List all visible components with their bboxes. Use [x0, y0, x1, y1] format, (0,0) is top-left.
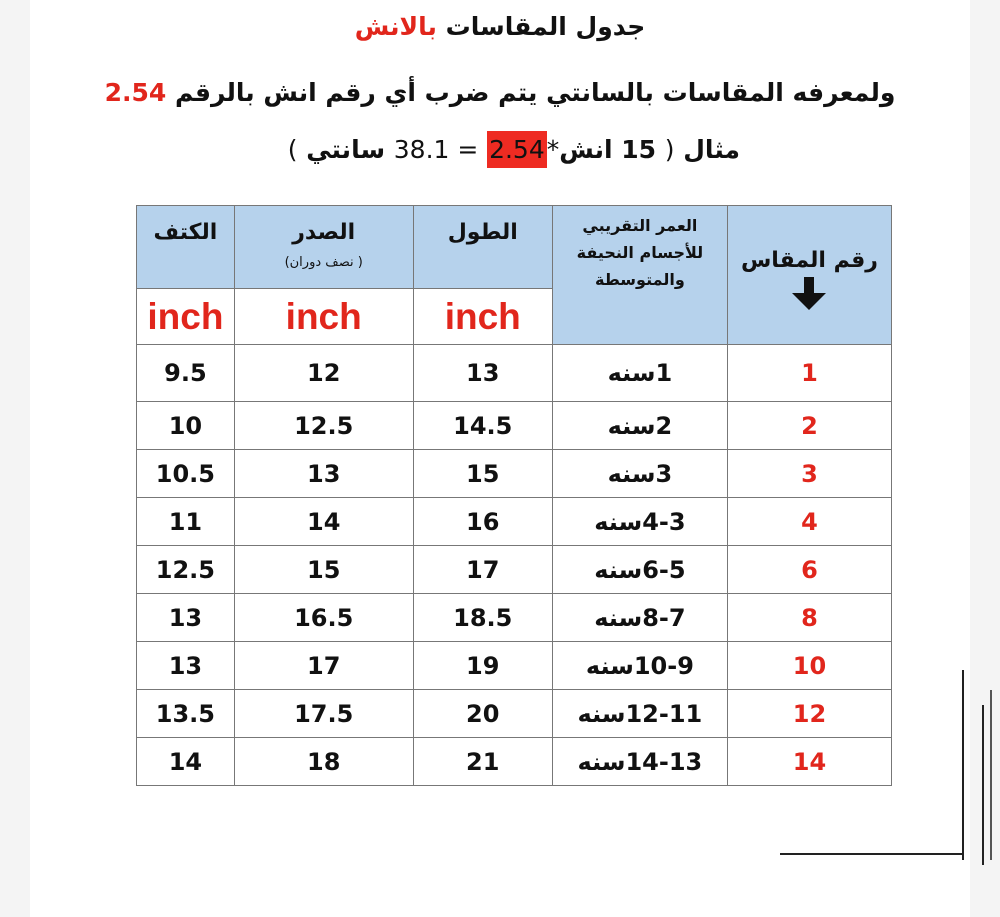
cell-length: 19 [413, 642, 552, 690]
table-row [137, 450, 892, 498]
header-age-label: العمر التقريبي للأجسام النحيفة والمتوسطة [576, 216, 704, 289]
cell-shoulder: 13.5 [137, 690, 235, 738]
cell-age: 14-13سنه [552, 738, 727, 786]
cell-age: 12-11سنه [552, 690, 727, 738]
header-chest-sub: ( نصف دوران) [284, 255, 363, 270]
cell-chest: 15 [234, 546, 413, 594]
table-row [137, 594, 892, 642]
right-margin [970, 0, 1000, 917]
table-row [137, 546, 892, 594]
example-result: = 38.1 [393, 135, 479, 164]
cell-length: 18.5 [413, 594, 552, 642]
cell-length: 15 [413, 450, 552, 498]
table-row [137, 738, 892, 786]
example-close-paren: ) [287, 135, 298, 164]
cell-chest: 16.5 [234, 594, 413, 642]
conversion-factor: 2.54 [104, 78, 167, 107]
instruction-text: ولمعرفه المقاسات بالسانتي يتم ضرب أي رقم انش بالرقم [174, 78, 896, 107]
scan-edge-line [990, 690, 992, 860]
cell-shoulder: 10 [137, 402, 235, 450]
cell-length: 16 [413, 498, 552, 546]
cell-chest: 12.5 [234, 402, 413, 450]
unit-chest: inch [234, 289, 413, 345]
cell-chest: 13 [234, 450, 413, 498]
cell-size: 10 [727, 642, 891, 690]
table-row [137, 402, 892, 450]
down-arrow-icon [728, 273, 891, 317]
header-chest-label: الصدر [292, 220, 356, 245]
example-label: مثال [683, 135, 740, 164]
cell-age: 10-9سنه [552, 642, 727, 690]
table-row [137, 498, 892, 546]
header-length [413, 206, 552, 289]
cell-length: 14.5 [413, 402, 552, 450]
unit-length: inch [413, 289, 552, 345]
example-mul-sign: * [546, 135, 560, 164]
table-row [137, 345, 892, 402]
cell-shoulder: 11 [137, 498, 235, 546]
scan-edge-line [962, 670, 964, 860]
cell-shoulder: 9.5 [137, 345, 235, 402]
cell-chest: 18 [234, 738, 413, 786]
example-multiplier: 2.54 [487, 131, 547, 168]
cell-shoulder: 13 [137, 642, 235, 690]
cell-size: 1 [727, 345, 891, 402]
cell-age: 3سنه [552, 450, 727, 498]
page-title [0, 12, 1000, 41]
cell-shoulder: 12.5 [137, 546, 235, 594]
cell-size: 3 [727, 450, 891, 498]
header-shoulder-label: الكتف [153, 220, 218, 245]
cell-chest: 12 [234, 345, 413, 402]
cell-shoulder: 13 [137, 594, 235, 642]
table-row [137, 642, 892, 690]
title-text: جدول المقاسات [445, 12, 646, 41]
cell-chest: 17 [234, 642, 413, 690]
header-chest [234, 206, 413, 289]
left-margin [0, 0, 30, 917]
cell-chest: 17.5 [234, 690, 413, 738]
cell-length: 20 [413, 690, 552, 738]
cell-size: 6 [727, 546, 891, 594]
scan-edge-line [982, 705, 984, 865]
cell-size: 4 [727, 498, 891, 546]
cell-length: 21 [413, 738, 552, 786]
cell-chest: 14 [234, 498, 413, 546]
cell-length: 13 [413, 345, 552, 402]
cell-age: 6-5سنه [552, 546, 727, 594]
example-unit: سانتي [306, 135, 386, 164]
header-size [727, 206, 891, 345]
cell-age: 2سنه [552, 402, 727, 450]
table-row [137, 690, 892, 738]
cell-size: 14 [727, 738, 891, 786]
cell-age: 1سنه [552, 345, 727, 402]
conversion-instruction [0, 78, 1000, 107]
header-age [552, 206, 727, 345]
cell-length: 17 [413, 546, 552, 594]
size-chart-table [136, 205, 892, 786]
title-highlight: بالانش [354, 12, 437, 41]
cell-size: 2 [727, 402, 891, 450]
example-open-paren: ( [664, 135, 675, 164]
cell-shoulder: 14 [137, 738, 235, 786]
conversion-example [287, 135, 740, 164]
cell-shoulder: 10.5 [137, 450, 235, 498]
cell-age: 8-7سنه [552, 594, 727, 642]
cell-size: 8 [727, 594, 891, 642]
header-size-label: رقم المقاس [740, 247, 878, 273]
header-length-label: الطول [447, 220, 518, 245]
scan-edge-line [780, 853, 964, 855]
header-shoulder [137, 206, 235, 289]
example-value: 15 انش [559, 135, 657, 164]
unit-shoulder: inch [137, 289, 235, 345]
cell-age: 4-3سنه [552, 498, 727, 546]
cell-size: 12 [727, 690, 891, 738]
